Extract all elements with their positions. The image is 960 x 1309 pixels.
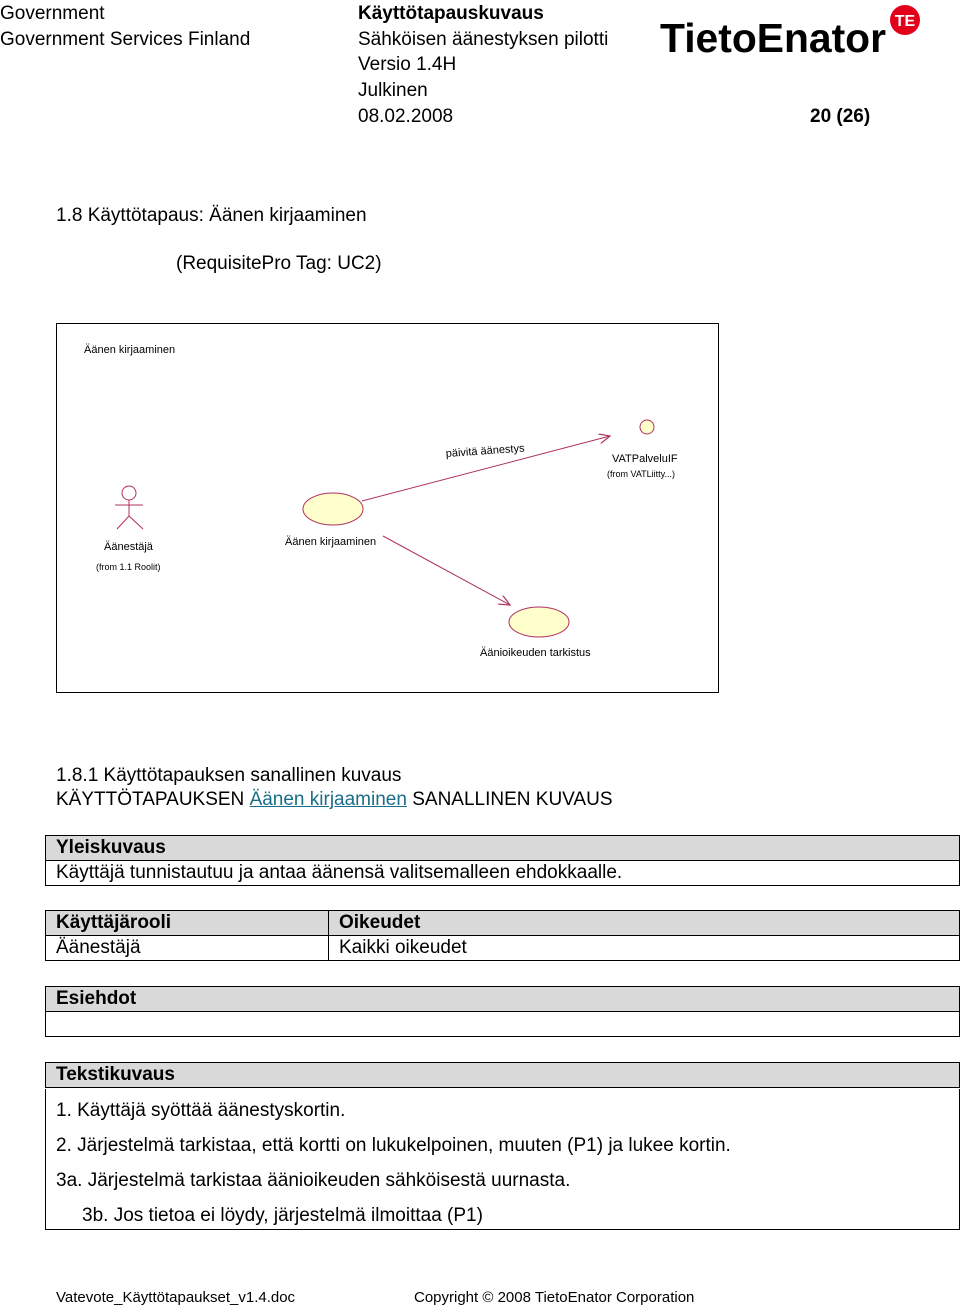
doc-classification: Julkinen: [358, 80, 428, 101]
preconditions-label: Esiehdot: [46, 987, 960, 1012]
requisite-tag: (RequisitePro Tag: UC2): [176, 253, 382, 274]
usecase-check-ellipse: [509, 607, 569, 637]
doc-date: 08.02.2008: [358, 106, 454, 127]
actor-from-label: (from 1.1 Roolit): [96, 562, 161, 572]
usecase-main-label: Äänen kirjaaminen: [285, 536, 377, 548]
message-label: päivitä äänestys: [445, 442, 525, 460]
usecase-check-label: Äänioikeuden tarkistus: [480, 647, 591, 659]
description-caps-heading: [56, 789, 613, 811]
doc-subtitle: Sähköisen äänestyksen pilotti: [358, 29, 609, 50]
text-description-table: [45, 1062, 960, 1088]
step-3a: 3a. Järjestelmä tarkistaa äänioikeuden sähköisestä uurnasta.: [56, 1170, 571, 1191]
overview-label: Yleiskuvaus: [46, 836, 960, 861]
logo-badge-text: TE: [894, 13, 916, 30]
overview-text: Käyttäjä tunnistautuu ja antaa äänensä valitsemalleen ehdokkaalle.: [46, 861, 960, 886]
roles-col1-value: Äänestäjä: [46, 936, 329, 961]
org-name: Government: [0, 3, 105, 24]
page-number: 20 (26): [810, 106, 871, 127]
step-1: 1. Käyttäjä syöttää äänestyskortin.: [56, 1100, 346, 1121]
actor-icon: [115, 486, 143, 529]
usecase-main-ellipse: [303, 493, 363, 525]
actor-label: Äänestäjä: [104, 541, 153, 553]
roles-col1-header: Käyttäjärooli: [46, 911, 329, 936]
roles-col2-value: Kaikki oikeudet: [329, 936, 960, 961]
interface-label: VATPalveluIF: [612, 453, 678, 465]
usecase-link[interactable]: Äänen kirjaaminen: [249, 789, 407, 810]
logo-text: TietoEnator: [660, 15, 887, 60]
text-description-label: Tekstikuvaus: [46, 1063, 960, 1088]
preconditions-value: [46, 1012, 960, 1037]
doc-title: Käyttötapauskuvaus: [358, 3, 544, 24]
company-logo: [660, 4, 925, 60]
interface-from-label: (from VATLiitty...): [607, 469, 676, 479]
footer-copyright: Copyright © 2008 TietoEnator Corporation: [414, 1289, 695, 1306]
caps-prefix: KÄYTTÖTAPAUKSEN: [56, 789, 245, 810]
diagram-title: Äänen kirjaaminen: [84, 344, 176, 356]
use-case-diagram: [56, 323, 719, 693]
roles-col2-header: Oikeudet: [329, 911, 960, 936]
footer-filename: Vatevote_Käyttötapaukset_v1.4.doc: [56, 1289, 296, 1306]
org-unit: Government Services Finland: [0, 29, 251, 50]
section-heading: 1.8 Käyttötapaus: Äänen kirjaaminen: [56, 205, 367, 226]
preconditions-table: [45, 986, 960, 1037]
interface-icon: [640, 420, 654, 434]
overview-table: [45, 835, 960, 886]
roles-table: [45, 910, 960, 961]
description-subheading: 1.8.1 Käyttötapauksen sanallinen kuvaus: [56, 765, 402, 786]
step-3b: 3b. Jos tietoa ei löydy, järjestelmä ilmoittaa (P1): [82, 1205, 483, 1226]
include-arrow: [383, 536, 510, 605]
caps-suffix: SANALLINEN KUVAUS: [412, 789, 613, 810]
doc-version: Versio 1.4H: [358, 54, 457, 75]
steps-box: [45, 1089, 960, 1230]
step-2: 2. Järjestelmä tarkistaa, että kortti on lukukelpoinen, muuten (P1) ja lukee kortin.: [56, 1135, 731, 1156]
